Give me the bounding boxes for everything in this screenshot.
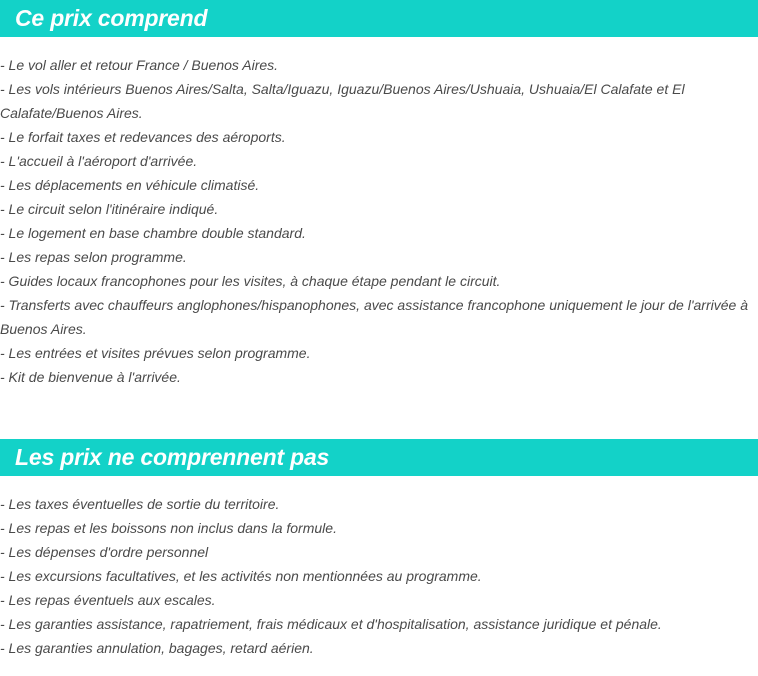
list-item: - Les dépenses d'ordre personnel: [0, 544, 209, 560]
list-item: - Kit de bienvenue à l'arrivée.: [0, 369, 181, 385]
list-item: - Les vols intérieurs Buenos Aires/Salta, Salta/Iguazu, Iguazu/Buenos Aires/Ushuaia, Ushuaia/El Calafate et El Calafate/Buenos Aires.: [0, 81, 685, 121]
list-item: - Les repas éventuels aux escales.: [0, 592, 216, 608]
excluded-items-list: [0, 492, 758, 660]
list-item: - Les garanties assistance, rapatriement, frais médicaux et d'hospitalisation, assistance juridique et pénale.: [0, 616, 662, 632]
list-item: - Les taxes éventuelles de sortie du territoire.: [0, 496, 280, 512]
included-section-header: [0, 0, 758, 37]
list-item: - Les déplacements en véhicule climatisé.: [0, 177, 260, 193]
list-item: - Le circuit selon l'itinéraire indiqué.: [0, 201, 219, 217]
included-items-list: [0, 53, 758, 389]
list-item: - Les garanties annulation, bagages, retard aérien.: [0, 640, 314, 656]
list-item: - Le forfait taxes et redevances des aéroports.: [0, 129, 286, 145]
list-item: - L'accueil à l'aéroport d'arrivée.: [0, 153, 198, 169]
list-item: - Les entrées et visites prévues selon programme.: [0, 345, 311, 361]
list-item: - Les repas et les boissons non inclus dans la formule.: [0, 520, 337, 536]
list-item: - Les repas selon programme.: [0, 249, 187, 265]
list-item: - Guides locaux francophones pour les visites, à chaque étape pendant le circuit.: [0, 273, 501, 289]
included-section-title: Ce prix comprend: [15, 5, 208, 31]
list-item: - Les excursions facultatives, et les activités non mentionnées au programme.: [0, 568, 482, 584]
list-item: - Transferts avec chauffeurs anglophones/hispanophones, avec assistance francophone uniquement le jour de l'arrivée à Buenos Aires.: [0, 297, 748, 337]
list-item: - Le logement en base chambre double standard.: [0, 225, 306, 241]
excluded-section-title: Les prix ne comprennent pas: [15, 444, 330, 470]
excluded-section-header: [0, 439, 758, 476]
list-item: - Le vol aller et retour France / Buenos Aires.: [0, 57, 279, 73]
